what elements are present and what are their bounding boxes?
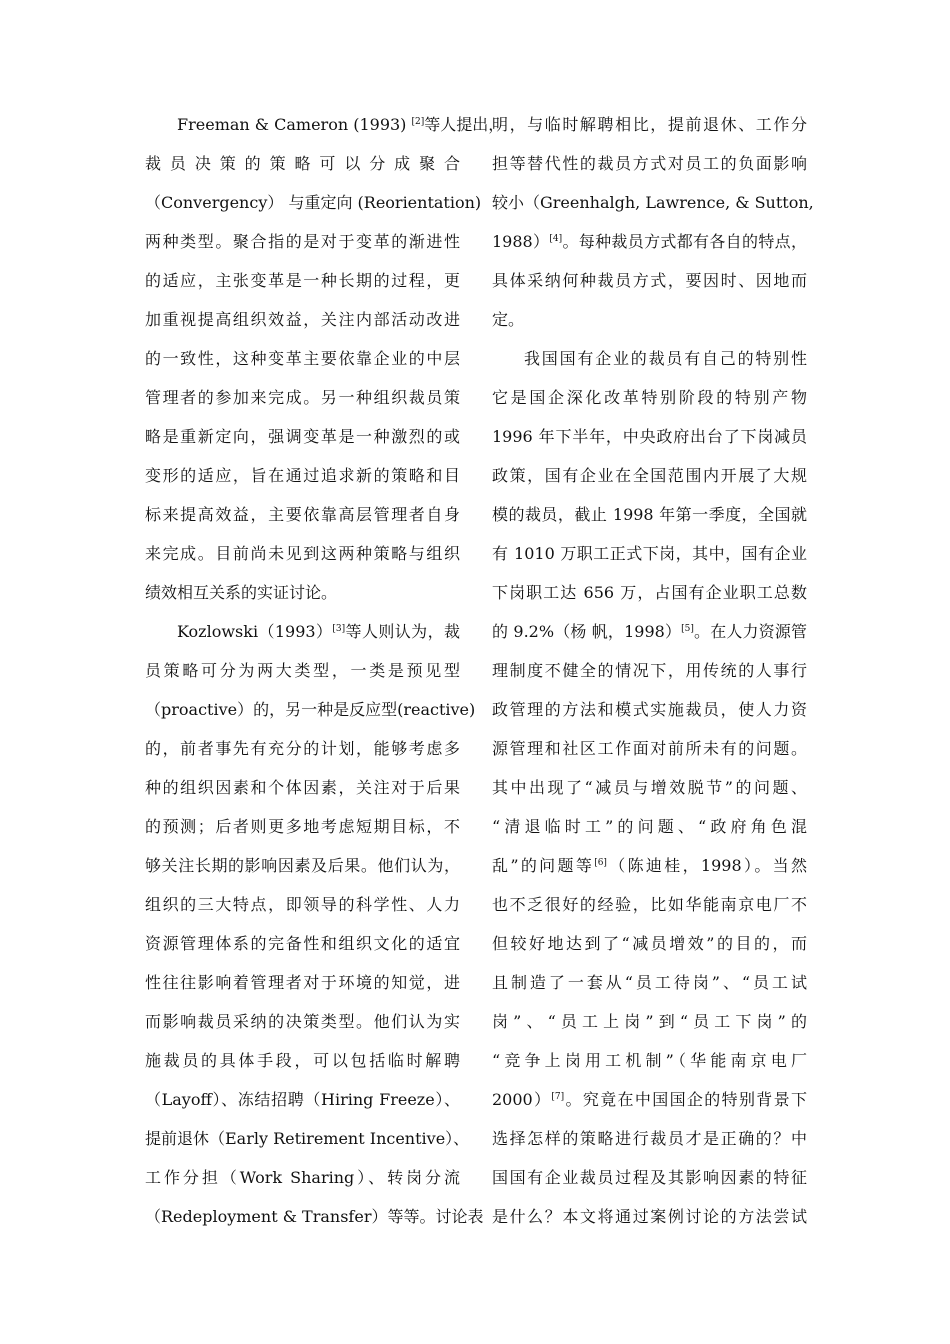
text-line [145,378,460,417]
text-line [492,963,807,1002]
text-line [492,1158,807,1197]
text-segment: 够关注长期的影响因素及后果。他们认为， [145,856,460,875]
text-line [145,846,460,885]
text-line [145,339,460,378]
text-line [145,1002,460,1041]
citation-marker: [2] [411,117,425,127]
text-segment: 乱”的问题等 [492,856,595,875]
text-segment: 2000） [492,1090,552,1109]
text-segment: “竞争上岗用工机制”（华能南京电厂 [492,1051,807,1070]
text-line [145,651,460,690]
text-segment: 来完成。目前尚未见到这两种策略与组织 [145,544,460,563]
text-line [145,807,460,846]
text-line [145,222,460,261]
text-segment: 标来提高效益，主要依靠高层管理者自身 [145,505,460,524]
text-segment: 性往往影响着管理者对于环境的知觉，进 [145,973,460,992]
text-line [492,807,807,846]
text-segment: 1988） [492,232,550,251]
text-segment: 的 9.2%（杨 帆，1998） [492,622,682,641]
citation-marker: [3] [332,624,346,634]
text-segment: 理制度不健全的情况下，用传统的人事行 [492,661,807,680]
text-segment: 组织的三大特点，即领导的科学性、人力 [145,895,460,914]
text-line [145,261,460,300]
text-segment: 略是重新定向，强调变革是一种激烈的或 [145,427,460,446]
text-line [492,261,807,300]
text-line [492,729,807,768]
text-segment: Kozlowski（1993） [177,622,333,641]
text-line [492,573,807,612]
text-segment: 。每种裁员方式都有各自的特点， [562,232,807,251]
text-segment: 。究竟在中国国企的特别背景下 [564,1090,807,1109]
text-segment: 1996 年下半年，中央政府出台了下岗减员 [492,427,807,446]
text-line [492,768,807,807]
text-segment: 国国有企业裁员过程及其影响因素的特征 [492,1168,807,1187]
text-segment: 选择怎样的策略进行裁员才是正确的？中 [492,1129,807,1148]
text-line [492,846,807,885]
text-segment: 它是国企深化改革特别阶段的特别产物 [492,388,807,407]
text-line [492,885,807,924]
text-line [492,417,807,456]
text-segment: 。在人力资源管 [693,622,807,641]
text-line [145,1197,484,1236]
text-line [145,1080,460,1119]
text-segment: 具体采纳何种裁员方式，要因时、因地而 [492,271,807,290]
text-line [145,924,460,963]
text-segment: 我国国有企业的裁员有自己的特别性 [524,349,807,368]
text-line [145,690,476,729]
text-line [145,573,460,612]
text-line [145,144,460,183]
citation-marker: [5] [681,624,694,634]
text-line [492,378,807,417]
text-line [492,534,807,573]
text-segment: 但较好地达到了“减员增效”的目的，而 [492,934,807,953]
text-line [492,339,807,378]
right-column [492,105,814,1236]
text-segment: 施裁员的具体手段，可以包括临时解聘 [145,1051,460,1070]
text-segment: 种的组织因素和个体因素，关注对于后果 [145,778,460,797]
text-segment: 下岗职工达 656 万，占国有企业职工总数 [492,583,807,602]
text-segment: Freeman & Cameron (1993) [177,115,412,134]
text-segment: 两种类型。聚合指的是对于变革的渐进性 [145,232,460,251]
text-line [492,924,807,963]
text-line [492,222,807,261]
text-line [145,1119,470,1158]
text-line [145,300,460,339]
text-line [492,183,814,222]
text-segment: 有 1010 万职工正式下岗，其中，国有企业 [492,544,807,563]
text-line [492,612,807,651]
text-line [145,417,460,456]
text-line [492,1119,807,1158]
text-segment: 也不乏很好的经验，比如华能南京电厂不 [492,895,807,914]
citation-marker: [7] [551,1092,565,1102]
text-segment: 资源管理体系的完备性和组织文化的适宜 [145,934,460,953]
text-line [145,729,460,768]
text-segment: 的，前者事先有充分的计划，能够考虑多 [145,739,460,758]
text-line [492,1041,807,1080]
text-line [492,651,807,690]
text-segment: 且制造了一套从“员工待岗”、“员工试 [492,973,807,992]
text-segment: 源管理和社区工作面对前所未有的问题。 [492,739,807,758]
text-segment: （Convergency） 与重定向 (Reorientation) [145,193,482,212]
text-line [145,612,460,651]
text-segment: 明，与临时解聘相比，提前退休、工作分 [492,115,807,134]
text-line [492,690,807,729]
text-segment: （Layoff）、冻结招聘（Hiring Freeze）、 [145,1090,460,1109]
text-segment: 提前退休（Early Retirement Incentive）、 [145,1129,470,1148]
text-segment: 的一致性，这种变革主要依靠企业的中层 [145,349,460,368]
text-segment: 员策略可分为两大类型，一类是预见型 [145,661,460,680]
text-line [492,1197,807,1236]
text-segment: （陈迪桂，1998）。当然 [606,856,807,875]
text-segment: 是什么？本文将通过案例讨论的方法尝试 [492,1207,807,1226]
text-segment: 裁员决策的策略可以分成聚合 [145,154,460,173]
text-line [145,885,460,924]
text-segment: 等人提出， [424,115,505,134]
text-segment: 工作分担（Work Sharing）、转岗分流 [145,1168,460,1187]
text-line [145,1158,460,1197]
text-segment: 绩效相互关系的实证讨论。 [145,583,338,602]
text-segment: （proactive）的，另一种是反应型(reactive) [145,700,476,719]
citation-marker: [4] [549,234,563,244]
left-column [145,105,505,1236]
text-segment: 加重视提高组织效益，关注内部活动改进 [145,310,460,329]
text-segment: “清退临时工”的问题、“政府角色混 [492,817,807,836]
text-segment: 的预测；后者则更多地考虑短期目标，不 [145,817,460,836]
text-line [145,183,482,222]
citation-marker: [6] [594,858,607,868]
text-segment: 等人则认为，裁 [345,622,460,641]
text-line [145,1041,460,1080]
text-segment: 政策，国有企业在全国范围内开展了大规 [492,466,807,485]
text-line [492,105,807,144]
text-segment: 担等替代性的裁员方式对员工的负面影响 [492,154,807,173]
text-segment: 管理者的参加来完成。另一种组织裁员策 [145,388,460,407]
text-line [145,534,460,573]
text-segment: 较小（Greenhalgh, Lawrence, & Sutton, [492,193,814,212]
text-segment: 其中出现了“减员与增效脱节”的问题、 [492,778,807,797]
text-segment: 变形的适应，旨在通过追求新的策略和目 [145,466,460,485]
text-segment: 而影响裁员采纳的决策类型。他们认为实 [145,1012,460,1031]
text-line [145,768,460,807]
text-segment: 岗”、“员工上岗”到“员工下岗”的 [492,1012,807,1031]
text-segment: 定。 [492,310,525,329]
text-line [145,963,460,1002]
text-line [492,1002,807,1041]
text-segment: 模的裁员，截止 1998 年第一季度，全国就 [492,505,807,524]
text-line [492,300,807,339]
text-line [492,1080,807,1119]
text-line [145,456,460,495]
text-line [145,495,460,534]
text-line [492,456,807,495]
text-segment: 政管理的方法和模式实施裁员，使人力资 [492,700,807,719]
text-line [492,495,807,534]
text-line [492,144,807,183]
text-segment: （Redeployment & Transfer）等等。讨论表 [145,1207,484,1226]
text-line [145,105,505,144]
text-segment: 的适应，主张变革是一种长期的过程，更 [145,271,460,290]
